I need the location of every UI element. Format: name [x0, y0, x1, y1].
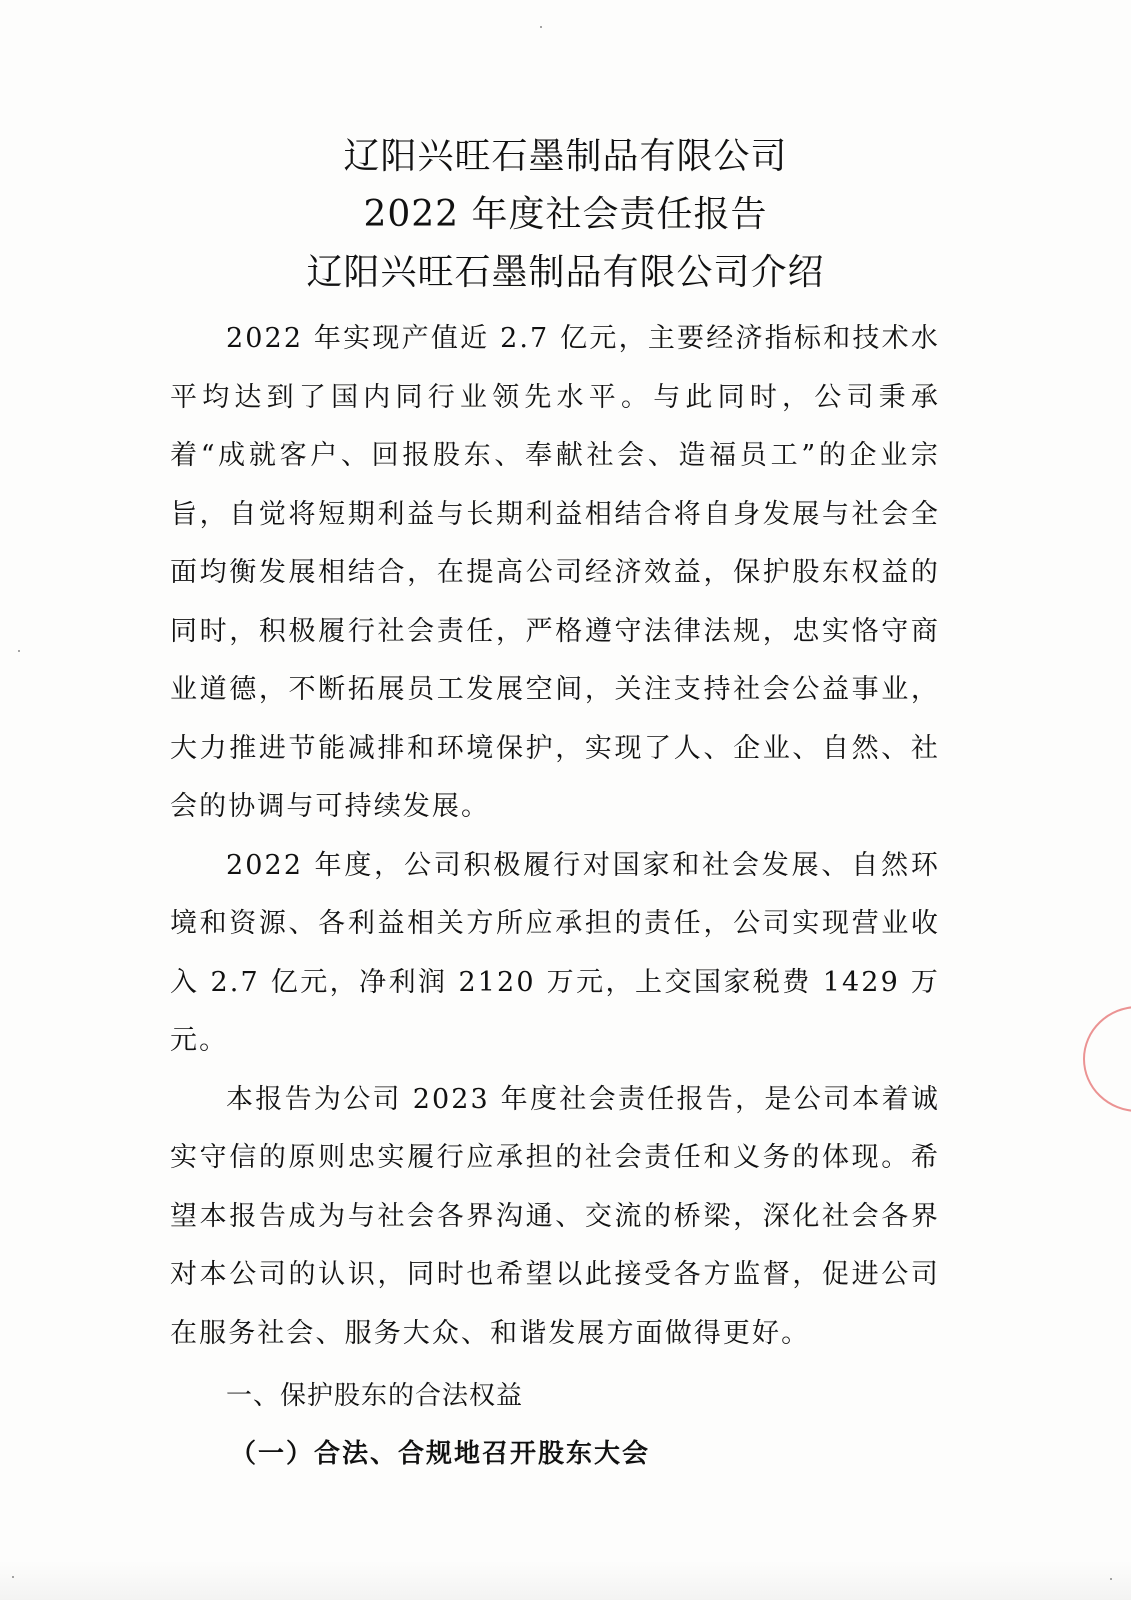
- paragraph-company-overview: 2022 年实现产值近 2.7 亿元，主要经济指标和技术水平均达到了国内同行业领先水平。与此同时，公司秉承着“成就客户、回报股东、奉献社会、造福员工”的企业宗旨，自觉将短期利益与长期利益相结合将自身发展与社会全面均衡发展相结合，在提高公司经济效益，保护股东权益的同时，积极履行社会责任，严格遵守法律法规，忠实恪守商业道德，不断拓展员工发展空间，关注支持社会公益事业，大力推进节能减排和环境保护，实现了人、企业、自然、社会的协调与可持续发展。: [170, 323, 940, 822]
- paragraph-annual-results: 2022 年度，公司积极履行对国家和社会发展、自然环境和资源、各利益相关方所应承担的责任，公司实现营业收入 2.7 亿元，净利润 2120 万元，上交国家税费 1429 万元。: [170, 849, 940, 1056]
- report-title: 2022 年度社会责任报告: [363, 194, 768, 235]
- report-body: [170, 310, 940, 1483]
- scan-shadow: [0, 1560, 1131, 1600]
- company-seal-stamp: [1079, 1006, 1131, 1112]
- paragraph-report-purpose: 本报告为公司 2023 年度社会责任报告，是公司本着诚实守信的原则忠实履行应承担的社会责任和义务的体现。希望本报告成为与社会各界沟通、交流的桥梁，深化社会各界对本公司的认识，同时也希望以此接受各方监督，促进公司在服务社会、服务大众、和谐发展方面做得更好。: [170, 1083, 940, 1349]
- section-heading-shareholder-rights: 一、保护股东的合法权益: [226, 1381, 524, 1411]
- subsection-heading-shareholder-meeting: （一）合法、合规地召开股东大会: [230, 1439, 651, 1469]
- scan-speck: [18, 650, 20, 652]
- scan-speck: [540, 26, 542, 28]
- company-name-title: 辽阳兴旺石墨制品有限公司: [343, 136, 788, 177]
- title-block: [0, 128, 1131, 302]
- seal-ring: [1083, 1006, 1131, 1112]
- introduction-title: 辽阳兴旺石墨制品有限公司介绍: [306, 252, 825, 293]
